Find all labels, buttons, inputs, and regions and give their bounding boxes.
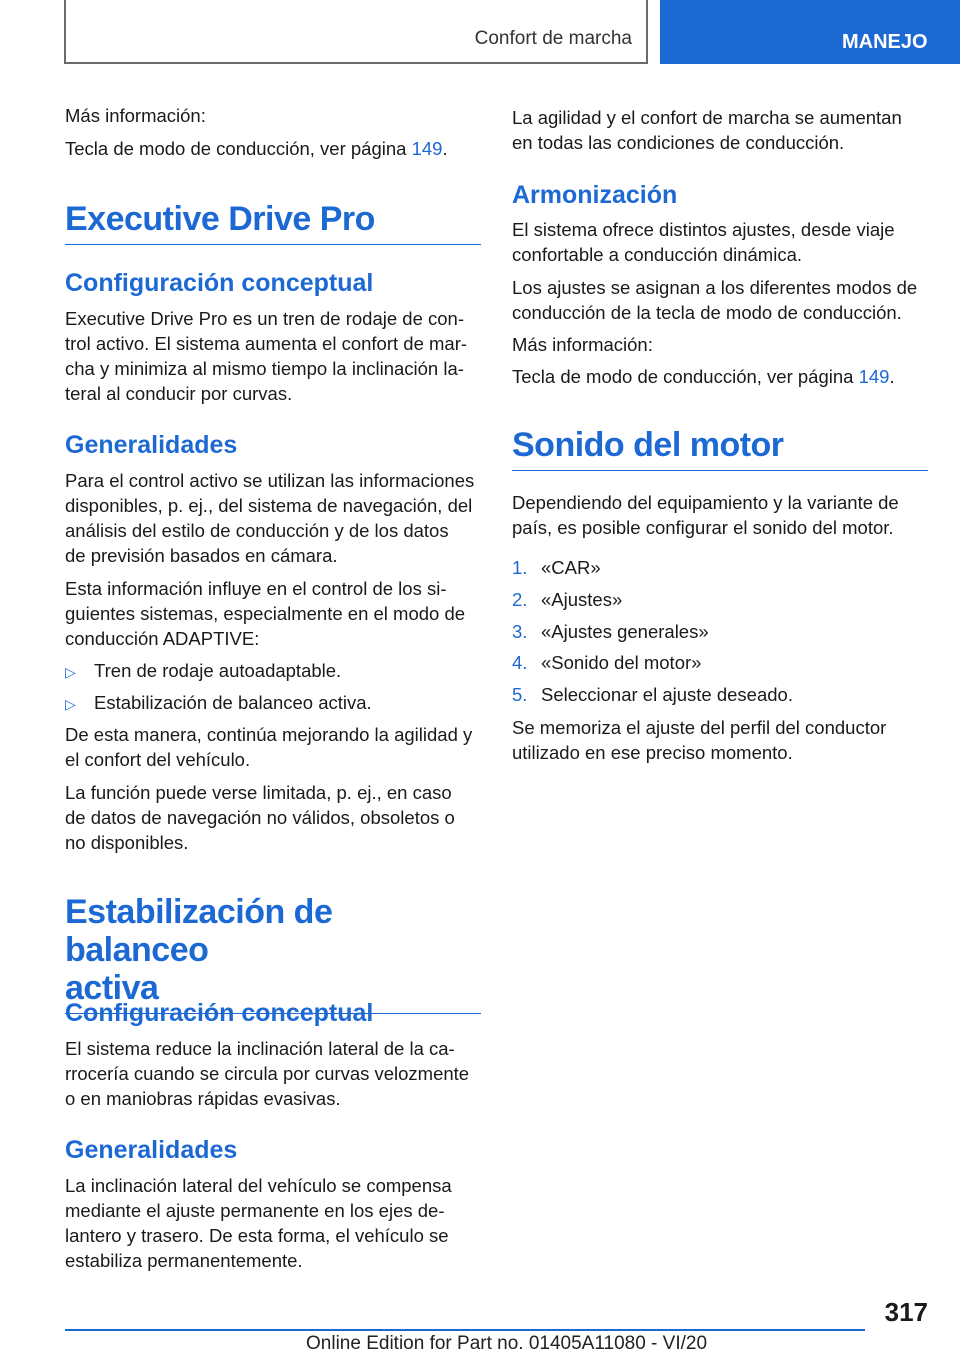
- intro-reference: Tecla de modo de conducción, ver página 149.: [65, 138, 448, 159]
- paragraph-harmon-2: Los ajustes se asignan a los diferentes modos de conducción de la tecla de modo de conducción.: [512, 277, 918, 323]
- page-number: 317: [884, 1297, 928, 1327]
- heading-executive-drive-pro: Executive Drive Pro: [65, 200, 481, 245]
- heading-generalidades-2: Generalidades: [65, 1136, 238, 1164]
- triangle-bullet-icon: ▷: [65, 696, 76, 712]
- page-link-149[interactable]: 149: [411, 138, 443, 159]
- heading-sonido-del-motor: Sonido del motor: [512, 426, 928, 471]
- paragraph-general-4: La función puede verse limitada, p. ej., en caso de datos de navegación no válidos, obsoletos o no disponibles.: [65, 782, 455, 853]
- paragraph-general-3: De esta manera, continúa mejorando la agilidad y el confort del vehículo.: [65, 724, 473, 770]
- heading-generalidades: Generalidades: [65, 431, 238, 459]
- paragraph-concept-2: El sistema reduce la inclinación lateral de la ca- rrocería cuando se circula por curvas velozmente o en maniobras rápidas evasivas.: [65, 1038, 470, 1109]
- chapter-tab-label: MANEJO: [842, 31, 928, 53]
- page-link-149[interactable]: 149: [858, 366, 890, 387]
- heading-estabilizacion-de-balanceo: Estabilización de balanceo activa: [65, 893, 481, 1014]
- page-header: [0, 0, 960, 66]
- paragraph-agility: La agilidad y el confort de marcha se aumentan en todas las condiciones de conducción.: [512, 107, 902, 153]
- intro-more-info: Más información:: [65, 105, 206, 126]
- paragraph-general-2: Esta información influye en el control de los si- guientes sistemas, especialmente en el modo de conducción ADAPTIVE:: [65, 578, 466, 649]
- paragraph-harmon-1: El sistema ofrece distintos ajustes, desde viaje confortable a conducción dinámica.: [512, 219, 895, 265]
- more-info: Más información:: [512, 334, 653, 355]
- footer-divider: [65, 1329, 865, 1331]
- triangle-bullet-icon: ▷: [65, 664, 76, 680]
- paragraph-memo: Se memoriza el ajuste del perfil del conductor utilizado en ese preciso momento.: [512, 717, 887, 763]
- chapter-tab: [660, 0, 960, 64]
- heading-armonizacion: Armonización: [512, 181, 678, 209]
- paragraph-general-1: Para el control activo se utilizan las informaciones disponibles, p. ej., del sistema de navegación, del análisis del estilo de conducción y de los datos de previsión basados en cámara.: [65, 470, 475, 566]
- heading-configuracion-conceptual-2: Configuración conceptual: [65, 999, 374, 1027]
- paragraph-concept-1: Executive Drive Pro es un tren de rodaje de con- trol activo. El sistema aumenta el confort de mar- cha y minimiza al mismo tiempo la inclinación la- teral al conducir por curvas.: [65, 308, 468, 404]
- paragraph-general-5: La inclinación lateral del vehículo se compensa mediante el ajuste permanente en los ejes de- lantero y trasero. De esta forma, el vehículo se estabiliza permanentemente.: [65, 1175, 452, 1271]
- heading-configuracion-conceptual: Configuración conceptual: [65, 269, 374, 297]
- reference: Tecla de modo de conducción, ver página 149.: [512, 366, 895, 387]
- section-header-box: [64, 0, 648, 64]
- section-title: Confort de marcha: [474, 28, 632, 49]
- paragraph-sound: Dependiendo del equipamiento y la variante de país, es posible configurar el sonido del motor.: [512, 492, 899, 538]
- footer-edition: Online Edition for Part no. 01405A11080 - VI/20: [306, 1333, 708, 1354]
